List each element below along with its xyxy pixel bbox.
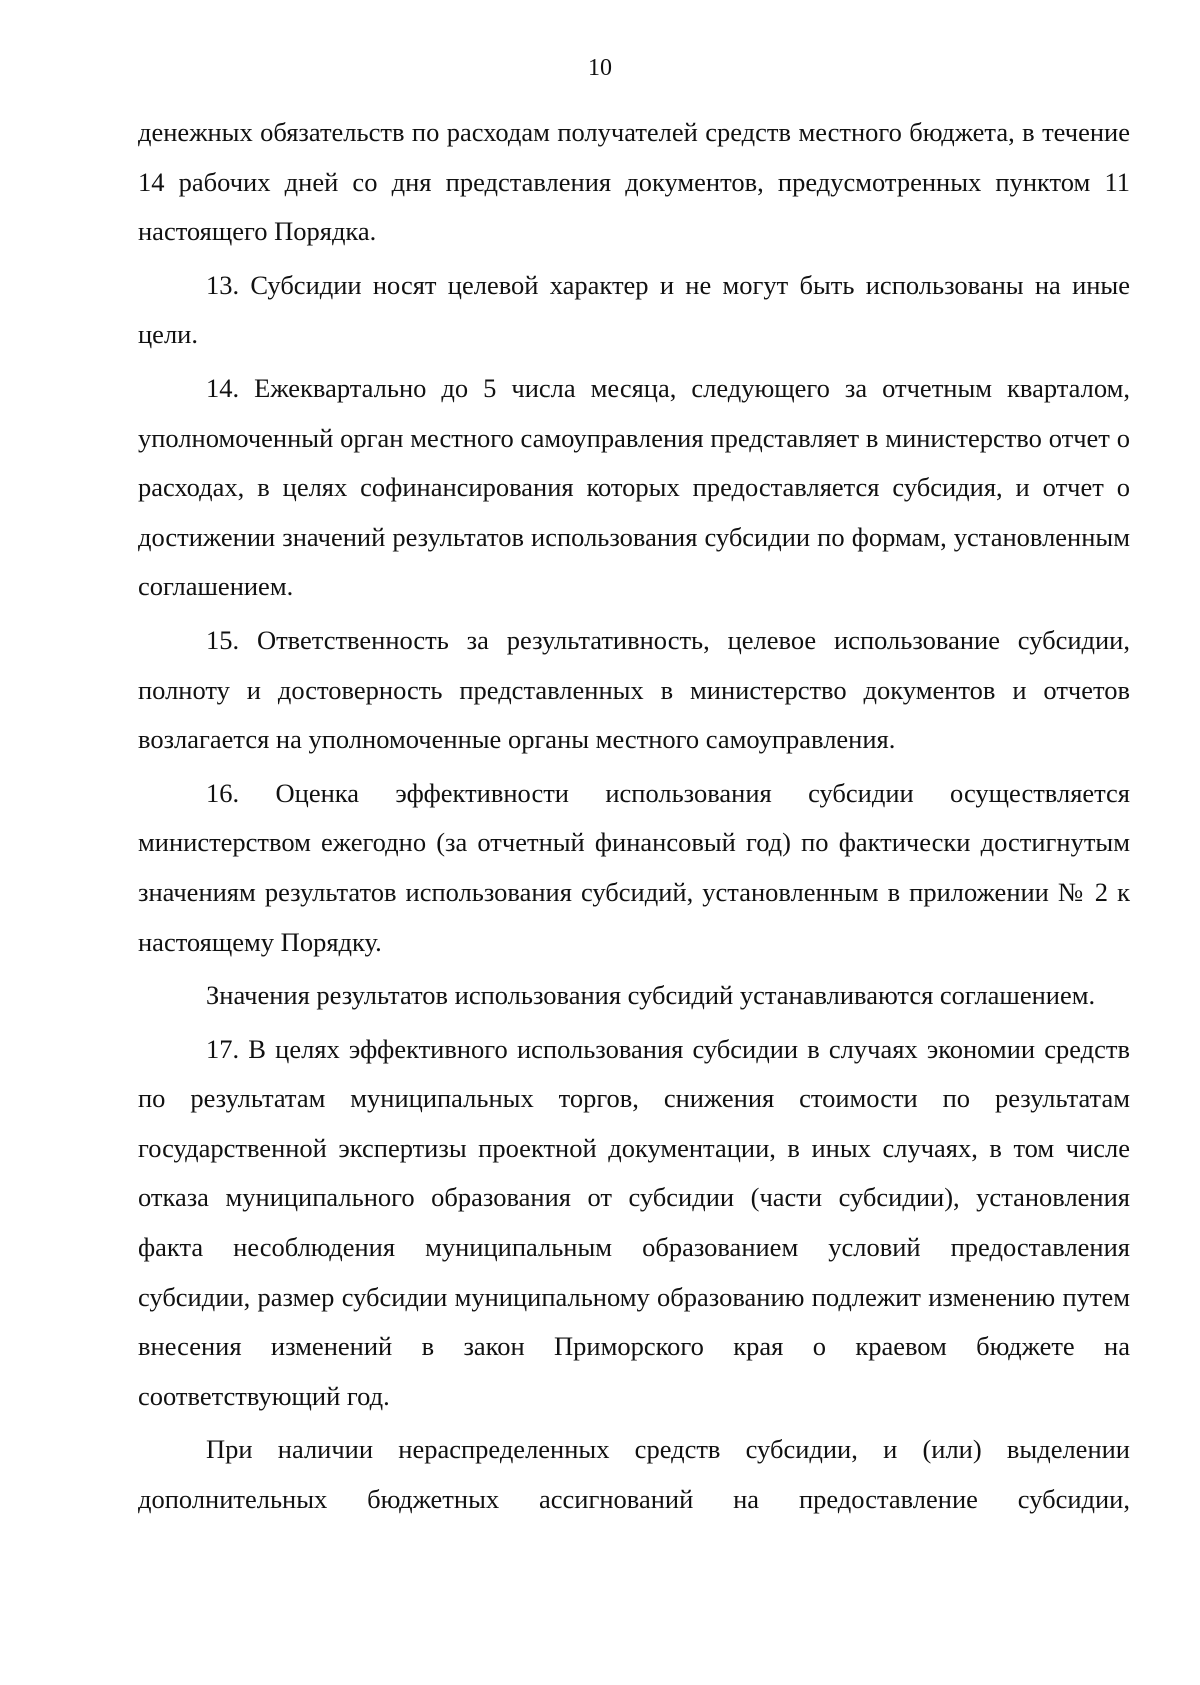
paragraph-13: 13. Субсидии носят целевой характер и не могут быть использованы на иные цели. (138, 269, 1130, 350)
paragraph-14: 14. Ежеквартально до 5 числа месяца, следующего за отчетным кварталом, уполномоченный орган местного самоуправления представляет в министерство отчет о расходах, в целях софинансирования которых предоставляется субсидия, и отчет о достижении значений результатов использования субсидии по формам, установленным соглашением. (138, 372, 1130, 602)
paragraph-continuation: денежных обязательств по расходам получателей средств местного бюджета, в течение 14 рабочих дней со дня представления документов, предусмотренных пунктом 11 настоящего Порядка. (138, 117, 1130, 247)
paragraph-16: 16. Оценка эффективности использования субсидии осуществляется министерством ежегодно (за отчетный финансовый год) по фактически достигнутым значениям результатов использования субсидий, установленным в приложении № 2 к настоящему Порядку. (138, 777, 1130, 957)
page-number: 10 (588, 55, 612, 81)
document-body (138, 108, 1130, 1525)
paragraph-16-values: Значения результатов использования субсидий устанавливаются соглашением. (206, 980, 1096, 1011)
paragraph-15: 15. Ответственность за результативность, целевое использование субсидии, полноту и достоверность представленных в министерство документов и отчетов возлагается на уполномоченные органы местного самоуправления. (138, 624, 1130, 755)
paragraph-17: 17. В целях эффективного использования субсидии в случаях экономии средств по результатам муниципальных торгов, снижения стоимости по результатам государственной экспертизы проектной документации, в иных случаях, в том числе отказа муниципального образования от субсидии (части субсидии), установления факта несоблюдения муниципальным образованием условий предоставления субсидии, размер субсидии муниципальному образованию подлежит изменению путем внесения изменений в закон Приморского края о краевом бюджете на соответствующий год. (138, 1033, 1130, 1411)
paragraph-17-continuation: При наличии нераспределенных средств субсидии, и (или) выделении дополнительных бюджетных ассигнований на предоставление субсидии, (138, 1434, 1130, 1515)
